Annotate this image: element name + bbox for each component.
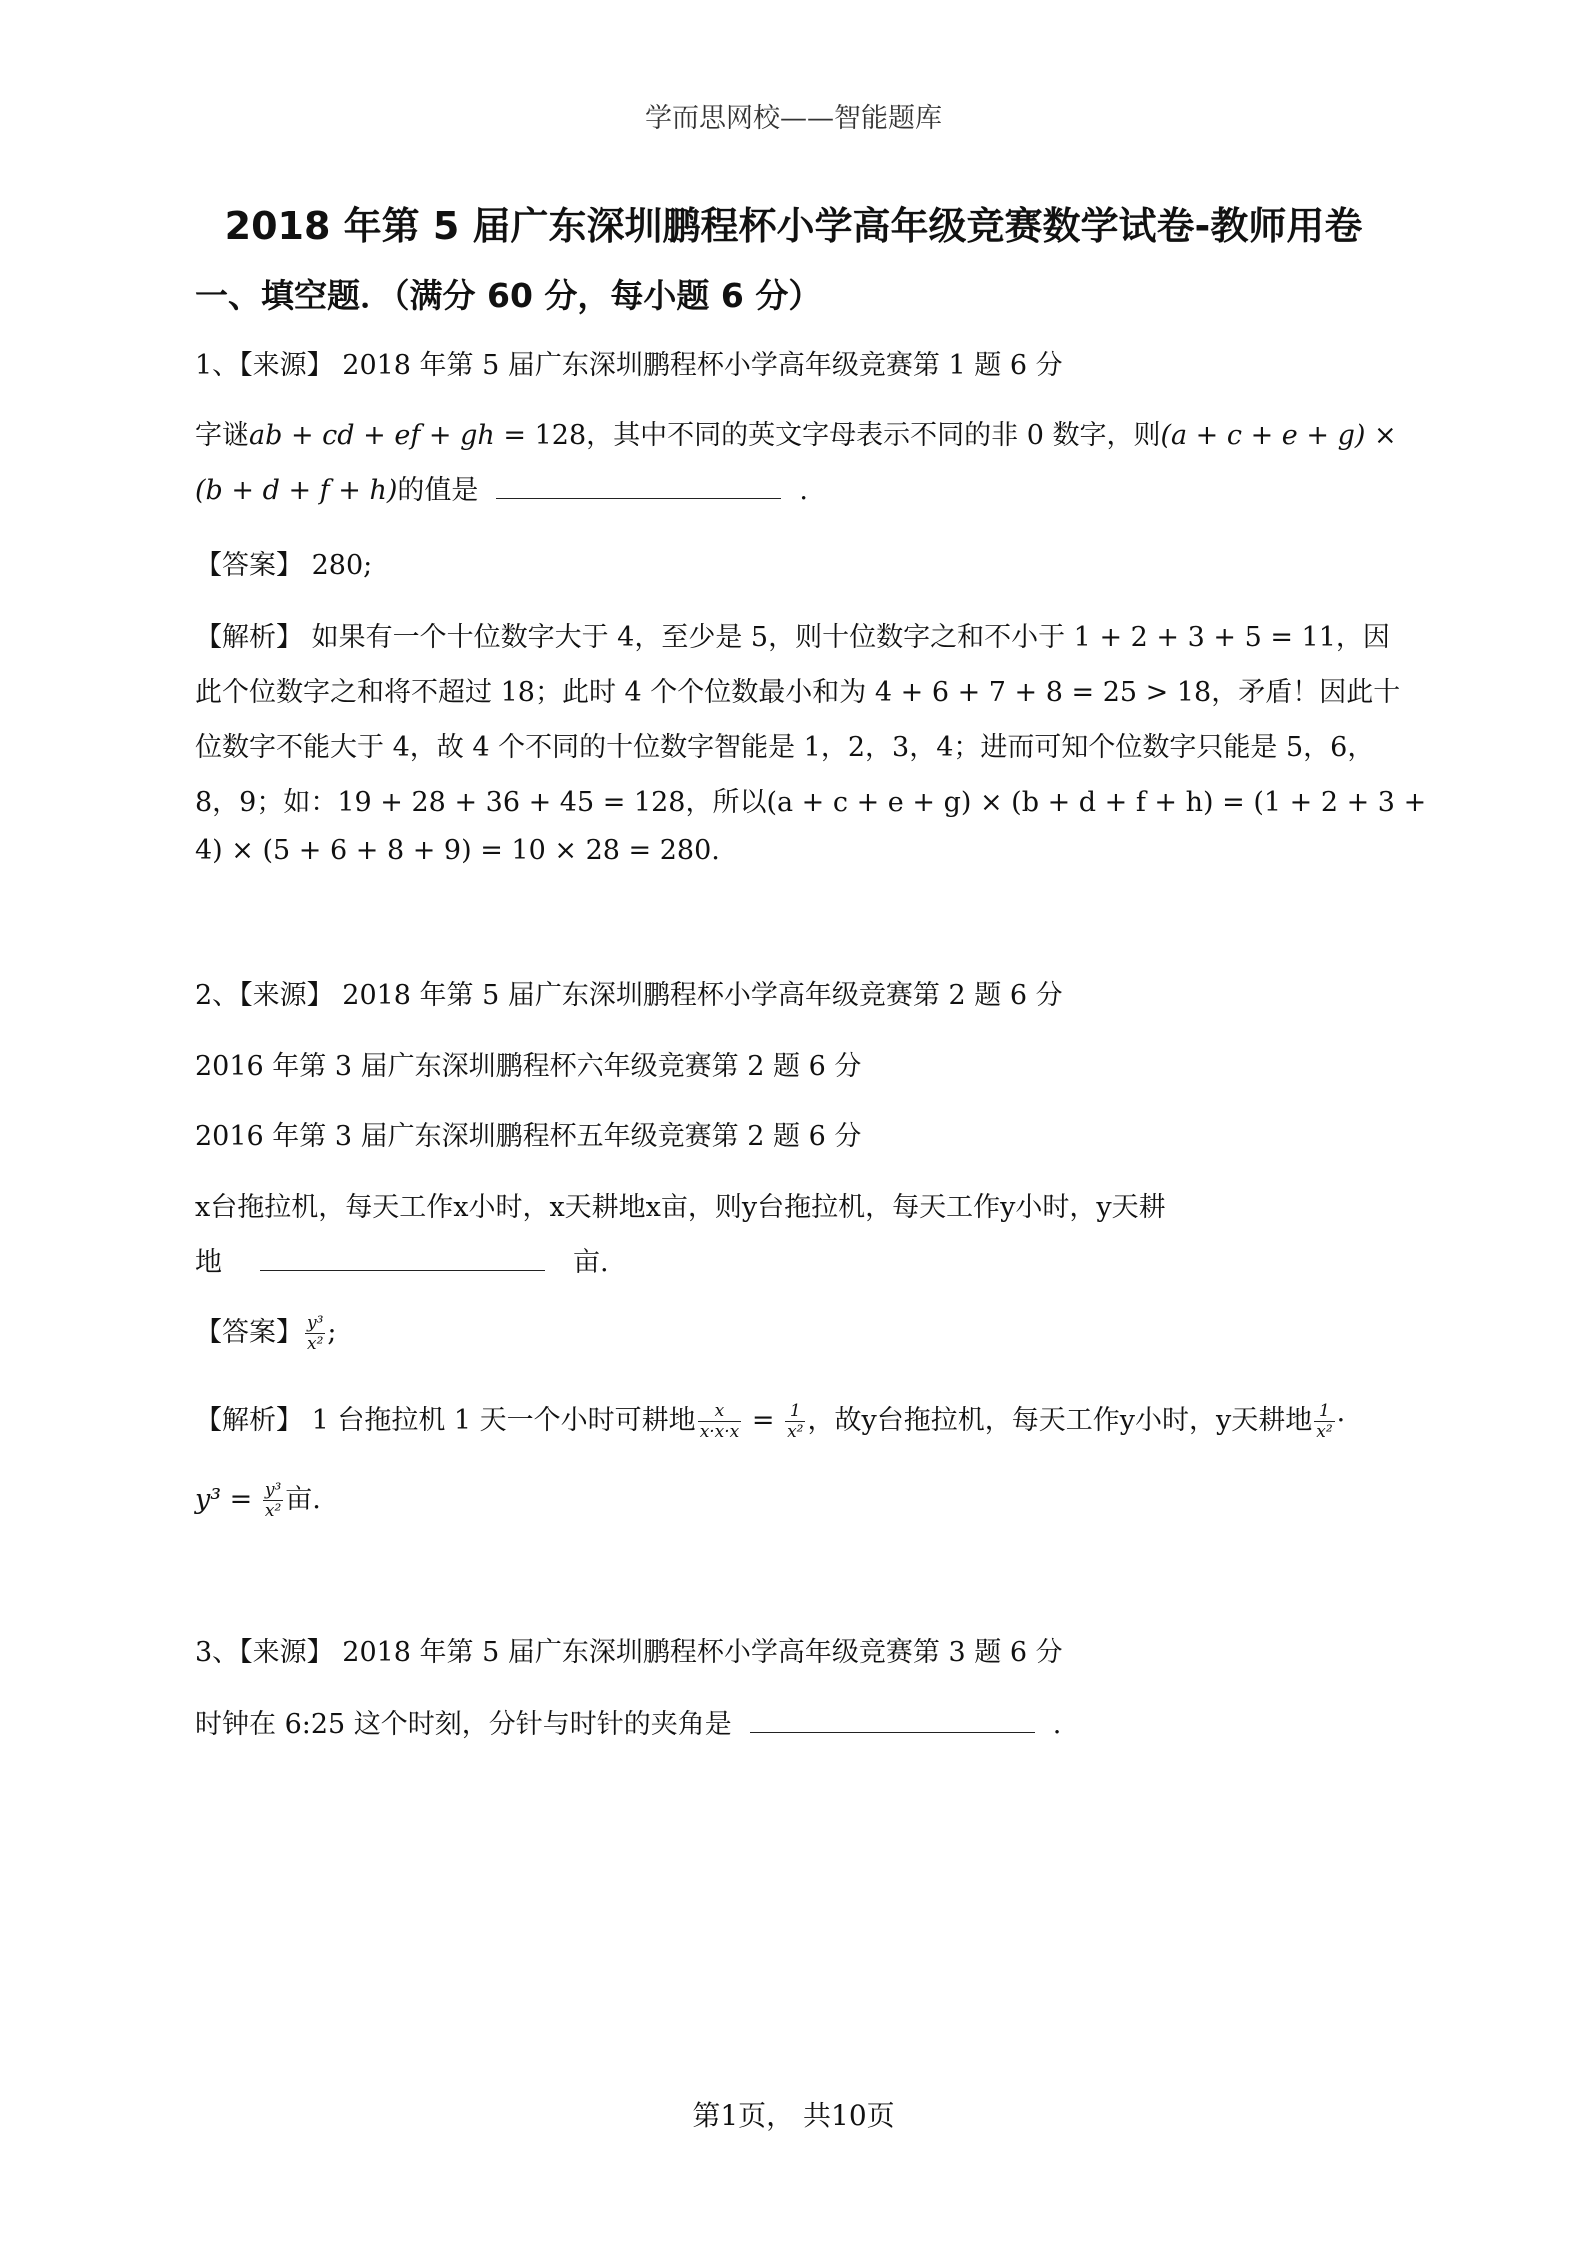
q2-answer-blank[interactable] bbox=[260, 1269, 545, 1271]
q2-answer: 【答案】 $\frac{\text{y³}}{\text{x²}}$ ; bbox=[195, 1313, 337, 1354]
q1-text-line2 bbox=[195, 468, 808, 507]
q2-source3: 2016 年第 3 届广东深圳鹏程杯五年级竞赛第 2 题 6 分 bbox=[195, 1121, 862, 1152]
q2-analysis-line2: y³ = $\frac{\text{y³}}{\text{x²}}$ 亩. bbox=[195, 1480, 321, 1521]
q1-analysis-line: 【解析】 如果有一个十位数字大于 4，至少是 5，则十位数字之和不小于 1 + 2 + 3 + 5 = 11，因 bbox=[195, 622, 1390, 653]
q2-answer-label: 【答案】 bbox=[195, 1317, 303, 1348]
page-footer: 第1页， 共10页 bbox=[692, 2099, 895, 2132]
q1-analysis-line: 此个位数字之和将不超过 18；此时 4 个个位数最小和为 4 + 6 + 7 + 8 = 25 > 18，矛盾！因此十 bbox=[195, 677, 1401, 708]
q2-line2a: 地 bbox=[195, 1247, 222, 1278]
q2-fraction-4: $\frac{\text{y³}}{\text{x²}}$ bbox=[264, 1480, 282, 1521]
q1-text-a: 字谜 bbox=[195, 420, 249, 451]
q2-source: 2、【来源】 2018 年第 5 届广东深圳鹏程杯小学高年级竞赛第 2 题 6 分 bbox=[195, 980, 1063, 1011]
q3-source: 3、【来源】 2018 年第 5 届广东深圳鹏程杯小学高年级竞赛第 3 题 6 分 bbox=[195, 1637, 1063, 1668]
q3-text: 时钟在 6:25 这个时刻，分针与时针的夹角是 . bbox=[195, 1709, 1062, 1740]
q2-answer-fraction: $\frac{\text{y³}}{\text{x²}}$ bbox=[307, 1313, 324, 1354]
q2-text-line1: x台拖拉机，每天工作x小时，x天耕地x亩，则y台拖拉机，每天工作y小时，y天耕 bbox=[195, 1192, 1166, 1223]
q3-answer-blank[interactable] bbox=[750, 1731, 1035, 1733]
section-heading: 一、填空题．（满分 60 分，每小题 6 分） bbox=[195, 276, 822, 315]
q2-fraction-3: $\frac{1}{\text{x²}}$ bbox=[1316, 1401, 1333, 1442]
q2-fraction-2: $\frac{1}{\text{x²}}$ bbox=[787, 1401, 804, 1442]
q1-eq-a: = 128 bbox=[494, 420, 587, 451]
exam-title: 2018 年第 5 届广东深圳鹏程杯小学高年级竞赛数学试卷-教师用卷 bbox=[224, 204, 1363, 248]
q2-analysis-line1: 【解析】 1 台拖拉机 1 天一个小时可耕地 $\frac{x}{x\cdot x\cdot x}$ = $\frac{1}{\text{x²}}$ ，故y台拖拉机，每天工作y小时，y天耕地 $\frac{1}{\text{x²}}$ · bbox=[195, 1401, 1346, 1442]
q2-text-line2 bbox=[195, 1240, 609, 1279]
q1-text-b: ，其中不同的英文字母表示不同的非 0 数字，则 bbox=[586, 420, 1161, 451]
q1-answer: 【答案】 280; bbox=[195, 550, 373, 581]
q1-analysis-line: 8，9；如：19 + 28 + 36 + 45 = 128，所以(a + c + e + g) × (b + d + f + h) = (1 + 2 + 3 + bbox=[195, 787, 1427, 818]
q2-source2: 2016 年第 3 届广东深圳鹏程杯六年级竞赛第 2 题 6 分 bbox=[195, 1051, 862, 1082]
q2-line2b: 亩. bbox=[573, 1247, 609, 1278]
q2-fraction-1: $\frac{x}{x\cdot x\cdot x}$ bbox=[699, 1401, 740, 1442]
q1-text-line1 bbox=[195, 413, 1397, 452]
q1-expr-b: (a + c + e + g) × bbox=[1160, 420, 1397, 451]
q1-text-c: 的值是 bbox=[397, 475, 479, 506]
q1-source: 1、【来源】 2018 年第 5 届广东深圳鹏程杯小学高年级竞赛第 1 题 6 分 bbox=[195, 350, 1063, 381]
q1-end: . bbox=[799, 475, 808, 506]
q1-expr-a: ab + cd + ef + gh bbox=[249, 420, 495, 451]
q1-analysis-line: 位数字不能大于 4，故 4 个不同的十位数字智能是 1，2，3，4；进而可知个位数字只能是 5，6， bbox=[195, 732, 1375, 763]
q1-analysis-line: 4) × (5 + 6 + 8 + 9) = 10 × 28 = 280. bbox=[195, 835, 720, 866]
page-header: 学而思网校——智能题库 bbox=[645, 103, 942, 134]
q1-answer-blank[interactable] bbox=[496, 497, 781, 499]
q1-expr-c: (b + d + f + h) bbox=[195, 475, 398, 506]
